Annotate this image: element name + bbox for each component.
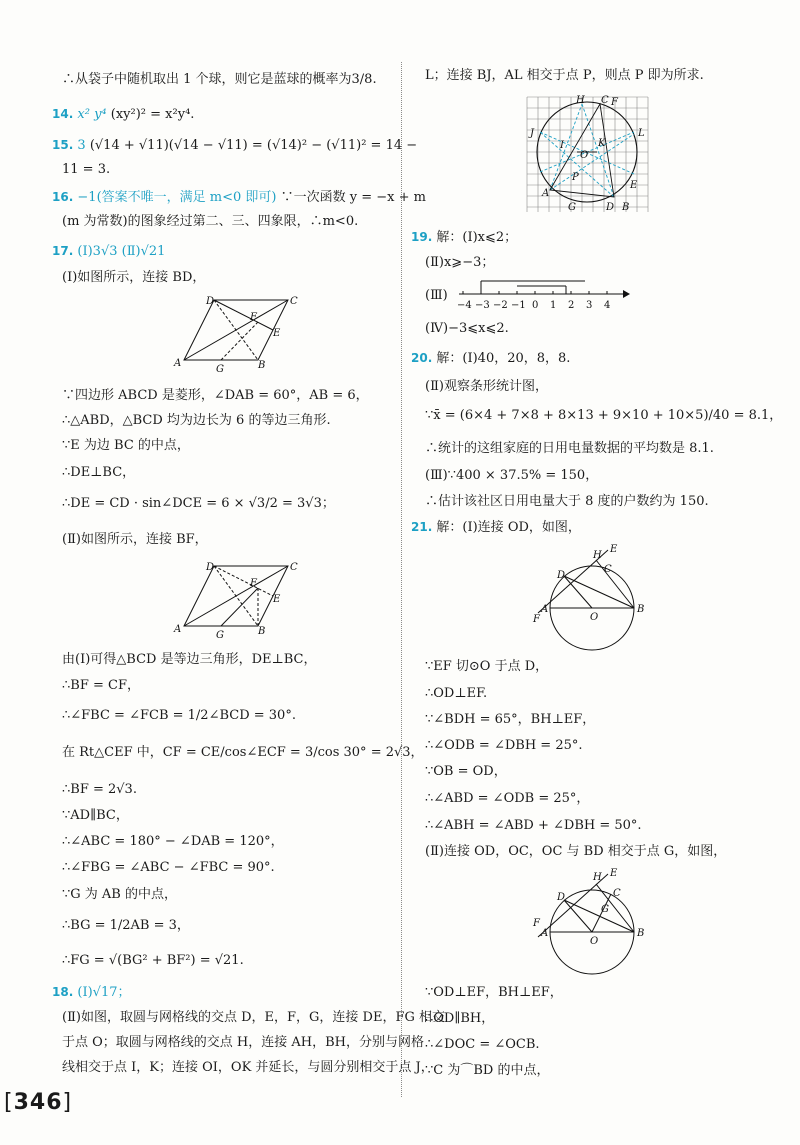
question-number: 16. bbox=[52, 190, 74, 204]
tick-label: 4 bbox=[604, 300, 611, 311]
line: ∵G 为 AB 的中点， bbox=[62, 887, 177, 902]
question-number: 18. bbox=[52, 985, 74, 999]
label: G bbox=[216, 630, 224, 641]
line: ∴∠FBG = ∠ABC − ∠FBC = 90°. bbox=[62, 860, 275, 875]
answer: −1(答案不唯一，满足 m<0 即可) bbox=[77, 190, 277, 205]
line: (Ⅲ) bbox=[425, 288, 448, 303]
label: C bbox=[290, 296, 298, 307]
label: K bbox=[598, 138, 606, 149]
line: ∴从袋子中随机取出 1 个球，则它是蓝球的概率为3/8. bbox=[62, 72, 377, 87]
tick-label: −4 bbox=[457, 300, 472, 311]
label: E bbox=[273, 328, 281, 339]
label: C bbox=[601, 95, 609, 106]
answer-14 bbox=[52, 106, 194, 123]
line: 在 Rt△CEF 中，CF = CE/cos∠ECF = 3/cos 30° = 2√3， bbox=[62, 745, 424, 760]
grid-circle-figure bbox=[522, 92, 652, 217]
tick-label: −3 bbox=[475, 300, 490, 311]
answer-17 bbox=[52, 243, 165, 260]
line: ∵∠BDH = 65°，BH⊥EF， bbox=[425, 712, 596, 727]
label: F bbox=[250, 578, 257, 589]
line: (Ⅱ)如图，取圆与网格线的交点 D，E，F，G，连接 DE，FG 相交 bbox=[62, 1010, 446, 1025]
line: 由(Ⅰ)可得△BCD 是等边三角形，DE⊥BC， bbox=[62, 652, 317, 667]
line: (Ⅰ)如图所示，连接 BD， bbox=[62, 270, 206, 285]
line: ∵EF 切⊙O 于点 D， bbox=[425, 659, 549, 674]
label: A bbox=[542, 188, 550, 199]
answer: (Ⅰ)√17； bbox=[77, 985, 131, 1000]
column-divider bbox=[401, 62, 402, 1097]
line: (Ⅲ)∵400 × 37.5% = 150， bbox=[425, 468, 599, 483]
explanation: ∵一次函数 y = −x + m bbox=[280, 190, 426, 205]
line: 线相交于点 I，K；连接 OI，OK 并延长，与圆分别相交于点 J， bbox=[62, 1060, 434, 1075]
circle-figure-2 bbox=[533, 864, 643, 976]
label: B bbox=[637, 928, 645, 939]
label: C bbox=[604, 564, 612, 575]
label: O bbox=[590, 612, 599, 623]
line: ∴DE⊥BC， bbox=[62, 465, 136, 480]
answer-19 bbox=[411, 229, 517, 246]
line: ∵OD⊥EF，BH⊥EF， bbox=[425, 985, 563, 1000]
line: L；连接 BJ，AL 相交于点 P，则点 P 即为所求. bbox=[425, 68, 704, 83]
explanation: 解：(Ⅰ)x⩽2； bbox=[436, 230, 518, 245]
label: I bbox=[560, 140, 564, 151]
line: ∴OD∥BH， bbox=[425, 1011, 495, 1026]
label: E bbox=[273, 594, 281, 605]
question-number: 21. bbox=[411, 520, 433, 534]
explanation: 解：(Ⅰ)连接 OD，如图， bbox=[436, 520, 581, 535]
label: B bbox=[637, 604, 645, 615]
label: G bbox=[601, 904, 609, 915]
label: D bbox=[557, 892, 566, 903]
tick-label: 3 bbox=[586, 300, 593, 311]
line: (Ⅱ)如图所示，连接 BF， bbox=[62, 532, 208, 547]
question-number: 19. bbox=[411, 230, 433, 244]
label: C bbox=[613, 888, 621, 899]
line: ∵E 为边 BC 的中点， bbox=[62, 438, 190, 453]
answer-18 bbox=[52, 984, 131, 1001]
label: D bbox=[557, 570, 566, 581]
line: ∴BG = 1/2AB = 3， bbox=[62, 918, 190, 933]
line: ∴∠ABH = ∠ABD + ∠DBH = 50°. bbox=[425, 818, 642, 833]
question-number: 15. bbox=[52, 138, 74, 152]
number-line bbox=[453, 276, 633, 312]
label: B bbox=[258, 360, 266, 371]
line: ∴FG = √(BG² + BF²) = √21. bbox=[62, 953, 244, 968]
tick-label: 1 bbox=[550, 300, 557, 311]
line: (Ⅱ)观察条形统计图， bbox=[425, 379, 548, 394]
line: ∵AD∥BC， bbox=[62, 808, 129, 823]
label: E bbox=[610, 868, 618, 879]
line: ∴∠ODB = ∠DBH = 25°. bbox=[425, 738, 583, 753]
label: F bbox=[611, 97, 618, 108]
label: G bbox=[216, 364, 224, 375]
answer: x² y⁴ bbox=[77, 107, 107, 122]
tick-label: 2 bbox=[568, 300, 575, 311]
label: A bbox=[541, 928, 549, 939]
question-number: 14. bbox=[52, 107, 74, 121]
line: ∴估计该社区日用电量大于 8 度的户数约为 150. bbox=[425, 494, 709, 509]
label: A bbox=[174, 624, 182, 635]
answer-15 bbox=[52, 137, 417, 154]
line: (m 为常数)的图象经过第二、三、四象限，∴m<0. bbox=[62, 214, 359, 229]
line: ∴∠DOC = ∠OCB. bbox=[425, 1037, 540, 1052]
label: L bbox=[638, 128, 645, 139]
explanation: 解：(Ⅰ)40，20，8，8. bbox=[436, 351, 571, 366]
label: H bbox=[576, 95, 585, 106]
answer-20 bbox=[411, 350, 570, 367]
line: ∵x̄ = (6×4 + 7×8 + 8×13 + 9×10 + 10×5)/40 = 8.1， bbox=[425, 408, 783, 423]
tick-label: −2 bbox=[493, 300, 508, 311]
label: H bbox=[593, 872, 602, 883]
line: ∵OB = OD， bbox=[425, 764, 507, 779]
line: (Ⅱ)连接 OD，OC，OC 与 BD 相交于点 G，如图， bbox=[425, 844, 727, 859]
line: ∴△ABD，△BCD 均为边长为 6 的等边三角形. bbox=[62, 413, 331, 428]
label: A bbox=[541, 604, 549, 615]
label: P bbox=[572, 172, 579, 183]
label: G bbox=[568, 202, 576, 213]
line: ∴OD⊥EF. bbox=[425, 686, 488, 701]
label: F bbox=[533, 918, 540, 929]
label: O bbox=[580, 150, 589, 161]
label: B bbox=[258, 626, 266, 637]
answer-16 bbox=[52, 189, 426, 206]
circle-figure-1 bbox=[533, 540, 643, 652]
label: D bbox=[206, 296, 215, 307]
answer: (Ⅰ)3√3 (Ⅱ)√21 bbox=[77, 244, 166, 259]
line: ∴DE = CD · sin∠DCE = 6 × √3/2 = 3√3； bbox=[62, 496, 335, 511]
label: A bbox=[174, 358, 182, 369]
label: D bbox=[606, 202, 615, 213]
question-number: 20. bbox=[411, 351, 433, 365]
line: 于点 O；取圆与网格线的交点 H，连接 AH，BH，分别与网格 bbox=[62, 1035, 425, 1050]
label: F bbox=[250, 312, 257, 323]
explanation: (xy²)² = x²y⁴. bbox=[110, 107, 195, 122]
line: ∴BF = 2√3. bbox=[62, 782, 137, 797]
line: ∴BF = CF， bbox=[62, 678, 140, 693]
line: ∴∠ABC = 180° − ∠DAB = 120°， bbox=[62, 834, 284, 849]
line: 11 = 3. bbox=[62, 162, 111, 177]
explanation: (√14 + √11)(√14 − √11) = (√14)² − (√11)² = 14 − bbox=[89, 138, 418, 153]
tick-label: 0 bbox=[532, 300, 539, 311]
answer: 3 bbox=[77, 138, 86, 153]
rhombus-figure-1 bbox=[170, 292, 300, 374]
line: ∴∠FBC = ∠FCB = 1/2∠BCD = 30°. bbox=[62, 708, 296, 723]
label: F bbox=[533, 614, 540, 625]
question-number: 17. bbox=[52, 244, 74, 258]
label: C bbox=[290, 562, 298, 573]
line: ∵C 为⌒BD 的中点， bbox=[425, 1063, 550, 1078]
label: E bbox=[610, 544, 618, 555]
tick-label: −1 bbox=[511, 300, 526, 311]
answer-21 bbox=[411, 519, 581, 536]
line: (Ⅱ)x⩾−3； bbox=[425, 255, 495, 270]
rhombus-figure-2 bbox=[170, 558, 300, 640]
line: ∵四边形 ABCD 是菱形，∠DAB = 60°，AB = 6， bbox=[62, 388, 369, 403]
label: J bbox=[530, 128, 535, 139]
line: ∴∠ABD = ∠ODB = 25°， bbox=[425, 791, 590, 806]
label: B bbox=[622, 202, 630, 213]
label: O bbox=[590, 936, 599, 947]
label: D bbox=[206, 562, 215, 573]
label: H bbox=[593, 550, 602, 561]
label: E bbox=[630, 180, 638, 191]
page-number: [346] bbox=[4, 1090, 73, 1115]
line: (Ⅳ)−3⩽x⩽2. bbox=[425, 321, 509, 336]
line: ∴统计的这组家庭的日用电量数据的平均数是 8.1. bbox=[425, 441, 714, 456]
